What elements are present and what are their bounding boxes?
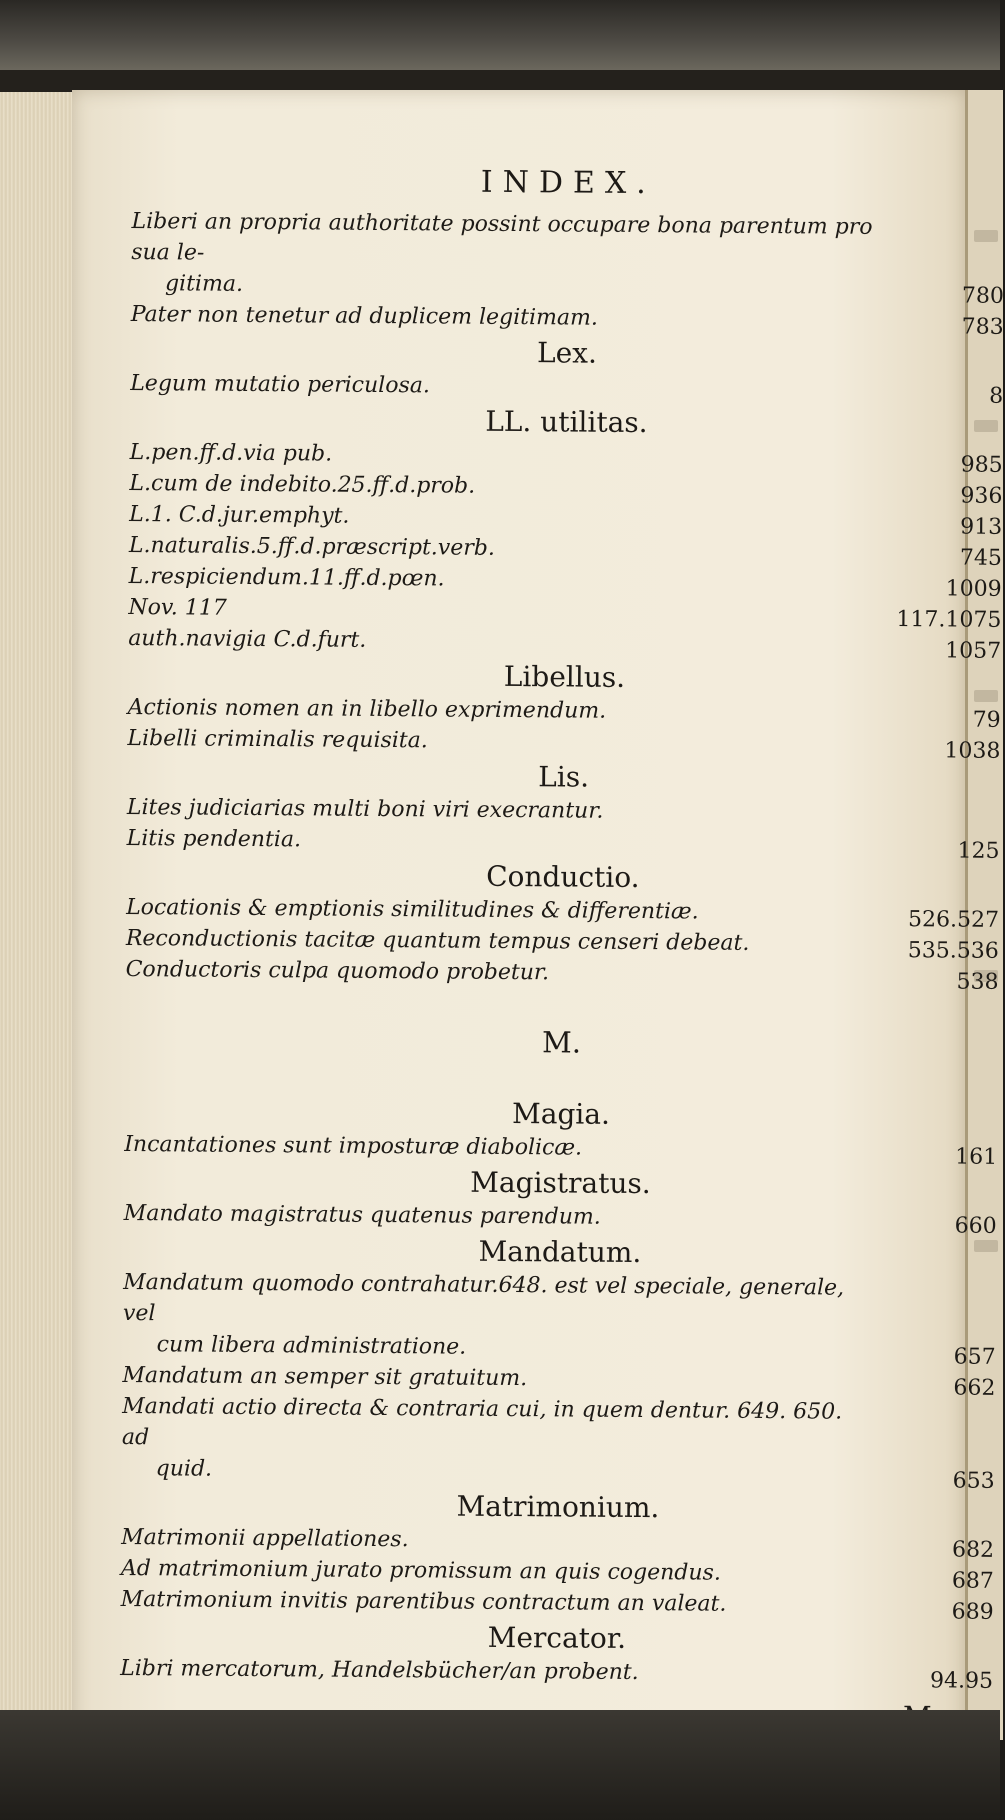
entry-text-line: Liberi an propria authoritate possint occupare bona parentum pro sua le- xyxy=(131,208,873,266)
entry-text-line: Legum mutatio periculosa. xyxy=(130,370,431,399)
index-section xyxy=(125,1021,998,1064)
page-reference: 535.536 xyxy=(907,938,999,964)
page-reference: 662 xyxy=(953,1375,996,1401)
index-sections xyxy=(120,206,1005,1694)
page-stack-left xyxy=(0,92,75,1760)
entry-continuation: cum libera administratione. xyxy=(156,1332,467,1360)
page-reference: 161 xyxy=(955,1144,998,1170)
entry-text xyxy=(121,1584,994,1622)
entry-text-line: L.pen.ff.d.via pub. xyxy=(129,439,333,467)
index-section xyxy=(127,656,1001,764)
entry-text xyxy=(126,954,999,992)
page-reference: 538 xyxy=(956,969,999,995)
section-heading: Matrimonium. xyxy=(456,1489,660,1525)
entry-text xyxy=(123,1267,997,1367)
entry-text xyxy=(131,299,1004,337)
page-reference: 94.95 xyxy=(929,1668,994,1694)
index-section xyxy=(121,1231,997,1494)
index-content xyxy=(120,160,1005,1692)
page-reference: 687 xyxy=(951,1568,994,1594)
index-entry xyxy=(128,623,1002,664)
section-heading: Magia. xyxy=(511,1097,611,1131)
index-section xyxy=(130,332,1004,409)
entry-continuation: quid. xyxy=(155,1456,213,1482)
entry-text xyxy=(124,1198,997,1236)
page-title: INDEX. xyxy=(480,164,656,202)
index-section xyxy=(130,206,1005,340)
index-entry xyxy=(121,1391,996,1494)
entry-text-line: Libri mercatorum, Handelsbücher/an probent. xyxy=(120,1655,639,1686)
index-entry xyxy=(130,368,1004,409)
page-reference: 653 xyxy=(952,1468,995,1494)
page-reference: 79 xyxy=(972,707,1001,733)
index-section xyxy=(125,856,1000,995)
entry-text xyxy=(128,623,1001,661)
entry-text-line: Mandatum quomodo contrahatur.648. est vel speciale, generale, vel xyxy=(122,1269,845,1327)
section-heading: Conductio. xyxy=(486,859,640,895)
entry-text xyxy=(130,368,1003,406)
page-reference: 1038 xyxy=(944,738,1001,764)
section-heading: Lex. xyxy=(536,336,598,370)
entry-text xyxy=(124,1129,997,1167)
entry-text-line: Incantationes sunt imposturæ diabolicæ. xyxy=(124,1131,583,1161)
index-entry xyxy=(131,206,1005,309)
entry-text xyxy=(127,823,1000,861)
entry-text-line: Nov. 117 xyxy=(128,594,227,621)
entry-text-line: Reconductionis tacitæ quantum tempus censeri debeat. xyxy=(125,925,750,956)
index-entry xyxy=(130,299,1004,340)
page-reference: 745 xyxy=(959,545,1002,571)
entry-text-line: L.1. C.d.jur.emphyt. xyxy=(129,501,350,529)
index-section xyxy=(128,401,1003,664)
index-section xyxy=(123,1162,997,1239)
index-entry xyxy=(120,1584,994,1625)
page-reference: 8 xyxy=(989,383,1004,409)
page-reference: 117.1075 xyxy=(896,607,1002,633)
entry-text-line: Mandati actio directa & contraria cui, in quem dentur. 649. 650. ad xyxy=(121,1393,843,1451)
section-heading: Mandatum. xyxy=(478,1234,642,1270)
index-entry xyxy=(127,723,1001,764)
section-heading: Libellus. xyxy=(503,659,626,694)
page-reference: 660 xyxy=(954,1213,997,1239)
index-entry xyxy=(124,1129,998,1170)
entry-text-line: Lites judiciarias multi boni viri execrantur. xyxy=(126,794,604,824)
index-section xyxy=(124,1093,998,1170)
entry-text-line: auth.navigia C.d.furt. xyxy=(128,625,367,653)
index-entry xyxy=(126,823,1000,864)
page-reference: 526.527 xyxy=(907,907,1000,933)
entry-text xyxy=(127,723,1000,761)
section-heading: Lis. xyxy=(538,760,590,794)
page-reference: 682 xyxy=(952,1537,995,1563)
section-heading: Magistratus. xyxy=(470,1165,651,1201)
entry-text-line: Libelli criminalis requisita. xyxy=(127,725,428,754)
entry-text-line: Ad matrimonium jurato promissum an quis cogendus. xyxy=(120,1555,721,1586)
entry-text-line: Matrimonii appellationes. xyxy=(121,1524,409,1553)
page-reference: 783 xyxy=(961,314,1004,340)
index-section xyxy=(120,1617,994,1694)
section-heading: LL. utilitas. xyxy=(485,404,648,440)
index-entry xyxy=(123,1198,997,1239)
page-reference: 125 xyxy=(957,838,1000,864)
page-reference: 657 xyxy=(953,1344,996,1370)
book-bottom-edge xyxy=(0,1710,1000,1820)
page-reference: 1057 xyxy=(945,638,1002,664)
entry-text xyxy=(131,206,1005,306)
page-reference: 936 xyxy=(960,483,1003,509)
index-section xyxy=(120,1486,995,1625)
page-reference: 780 xyxy=(961,283,1005,309)
index-entry xyxy=(122,1267,997,1370)
section-heading: Mercator. xyxy=(487,1620,627,1655)
entry-text-line: Matrimonium invitis parentibus contractum an valeat. xyxy=(120,1586,727,1617)
book-top-edge xyxy=(0,0,1000,70)
entry-text xyxy=(122,1391,996,1491)
entry-text-line: Litis pendentia. xyxy=(126,825,302,853)
page-reference: 689 xyxy=(951,1599,994,1625)
letter-heading: M. xyxy=(541,1025,582,1060)
entry-text-line: L.naturalis.5.ff.d.præscript.verb. xyxy=(128,532,495,561)
index-entry xyxy=(125,954,999,995)
page-reference: 1009 xyxy=(945,576,1002,602)
entry-text-line: Conductoris culpa quomodo probetur. xyxy=(125,956,550,986)
index-section xyxy=(126,756,1001,864)
entry-text-line: Mandato magistratus quatenus parendum. xyxy=(123,1200,601,1230)
index-page xyxy=(72,90,1005,1755)
entry-continuation: gitima. xyxy=(164,271,244,297)
entry-text-line: Actionis nomen an in libello exprimendum. xyxy=(127,694,607,724)
entry-text-line: Locationis & emptionis similitudines & differentiæ. xyxy=(126,894,699,925)
entry-text-line: Pater non tenetur ad duplicem legitimam. xyxy=(130,301,598,331)
entry-text-line: Mandatum an semper sit gratuitum. xyxy=(122,1362,528,1392)
page-reference: 985 xyxy=(960,452,1003,478)
entry-text-line: L.cum de indebito.25.ff.d.prob. xyxy=(129,470,476,499)
entry-text-line: L.respiciendum.11.ff.d.pœn. xyxy=(128,563,445,592)
page-reference: 913 xyxy=(960,514,1003,540)
